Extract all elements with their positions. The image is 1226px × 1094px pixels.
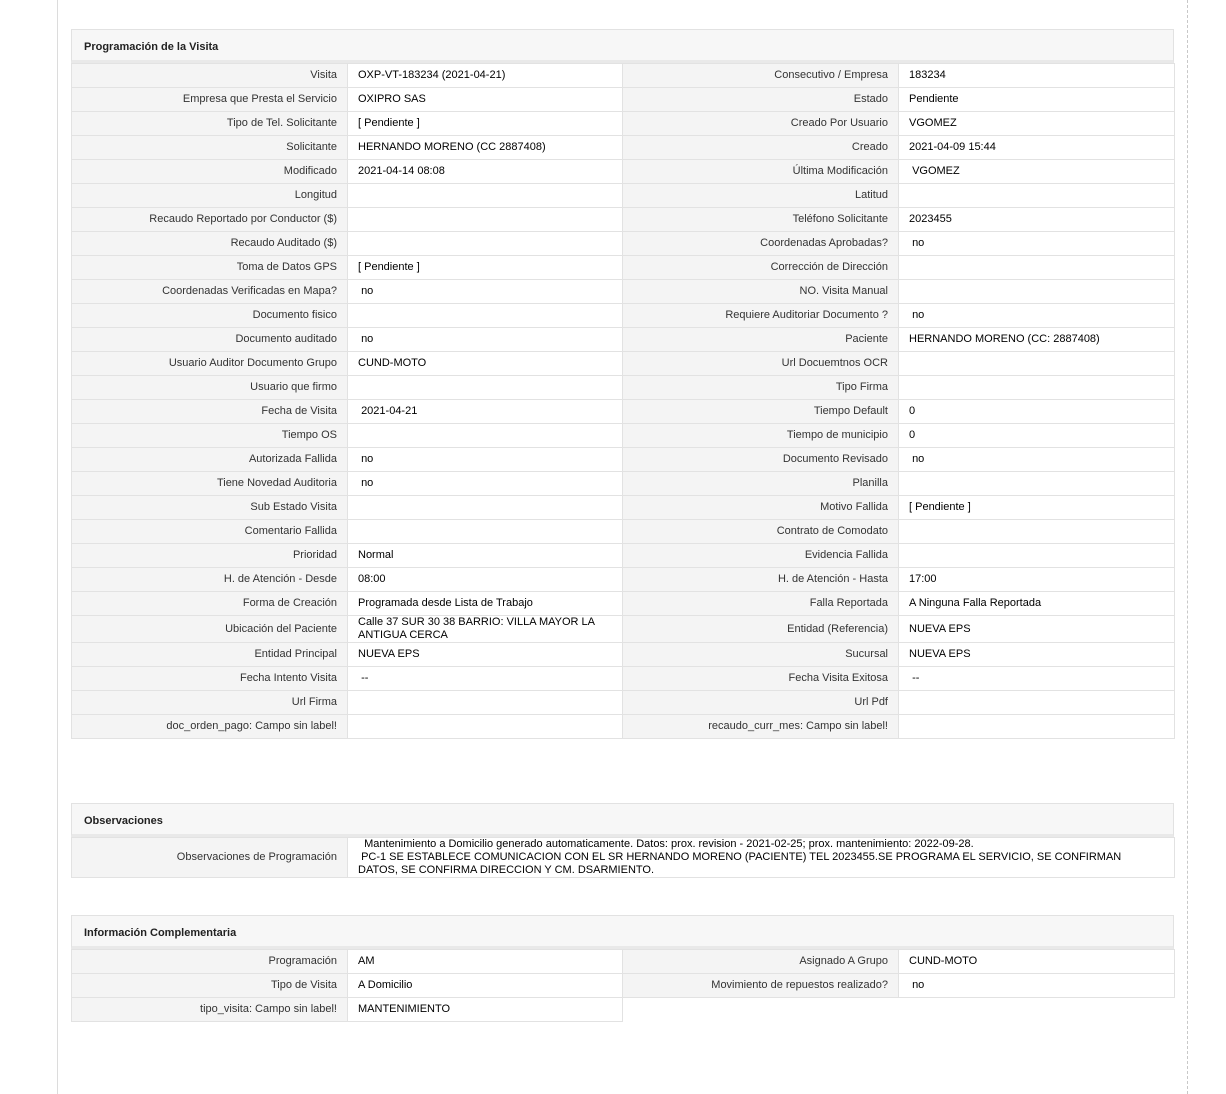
field-label: Tiempo OS (72, 424, 348, 448)
programacion-panel (71, 29, 1174, 739)
field-label: Empresa que Presta el Servicio (72, 88, 348, 112)
field-value: NUEVA EPS (348, 643, 623, 667)
field-label: Recaudo Auditado ($) (72, 232, 348, 256)
field-label: Longitud (72, 184, 348, 208)
field-label: Url Firma (72, 691, 348, 715)
field-label: Creado (623, 136, 899, 160)
field-label: doc_orden_pago: Campo sin label! (72, 715, 348, 739)
observaciones-line-2: PC-1 SE ESTABLECE COMUNICACION CON EL SR HERNANDO MORENO (PACIENTE) TEL 2023455.SE PROGRAMA EL SERVICIO, SE CONFIRMAN DATOS, SE CONFIRMA DIRECCION Y CM. DSARMIENTO. (358, 851, 1125, 876)
left-border (57, 0, 58, 1094)
field-label: Modificado (72, 160, 348, 184)
field-label: Planilla (623, 472, 899, 496)
table-row (72, 112, 1175, 136)
field-value: [ Pendiente ] (348, 256, 623, 280)
observaciones-table (71, 837, 1175, 878)
table-row (72, 496, 1175, 520)
field-value: AM (348, 950, 623, 974)
field-label: Forma de Creación (72, 592, 348, 616)
field-value: no (348, 328, 623, 352)
field-value (348, 376, 623, 400)
table-row (72, 352, 1175, 376)
table-row (72, 998, 1175, 1022)
field-label: tipo_visita: Campo sin label! (72, 998, 348, 1022)
field-label: Url Docuemtnos OCR (623, 352, 899, 376)
field-label: Tiene Novedad Auditoria (72, 472, 348, 496)
table-row (72, 667, 1175, 691)
field-label: Documento auditado (72, 328, 348, 352)
field-label: H. de Atención - Desde (72, 568, 348, 592)
field-label: Corrección de Dirección (623, 256, 899, 280)
field-label: Visita (72, 64, 348, 88)
field-value: OXIPRO SAS (348, 88, 623, 112)
field-value: A Domicilio (348, 974, 623, 998)
field-label: Motivo Fallida (623, 496, 899, 520)
field-label: Toma de Datos GPS (72, 256, 348, 280)
field-label: Ubicación del Paciente (72, 616, 348, 643)
table-row (72, 280, 1175, 304)
complementaria-table (71, 949, 1175, 1022)
field-value: HERNANDO MORENO (CC: 2887408) (899, 328, 1175, 352)
field-label: Fecha de Visita (72, 400, 348, 424)
table-row (72, 643, 1175, 667)
observaciones-panel (71, 803, 1174, 878)
field-label: Tipo de Tel. Solicitante (72, 112, 348, 136)
field-value: CUND-MOTO (899, 950, 1175, 974)
field-value: 0 (899, 424, 1175, 448)
field-value: 183234 (899, 64, 1175, 88)
field-label: Contrato de Comodato (623, 520, 899, 544)
field-value: Calle 37 SUR 30 38 BARRIO: VILLA MAYOR LA ANTIGUA CERCA (348, 616, 623, 643)
field-value: 2023455 (899, 208, 1175, 232)
table-row (72, 256, 1175, 280)
field-label: H. de Atención - Hasta (623, 568, 899, 592)
field-value (899, 256, 1175, 280)
table-row (72, 328, 1175, 352)
field-label: Tiempo Default (623, 400, 899, 424)
table-row (72, 950, 1175, 974)
field-label: Recaudo Reportado por Conductor ($) (72, 208, 348, 232)
field-value: 2021-04-14 08:08 (348, 160, 623, 184)
table-row (72, 520, 1175, 544)
field-label: Evidencia Fallida (623, 544, 899, 568)
field-value: MANTENIMIENTO (348, 998, 623, 1022)
field-label: Programación (72, 950, 348, 974)
table-row (72, 838, 1175, 878)
field-label: Consecutivo / Empresa (623, 64, 899, 88)
field-value: no (899, 304, 1175, 328)
field-value: OXP-VT-183234 (2021-04-21) (348, 64, 623, 88)
field-value: HERNANDO MORENO (CC 2887408) (348, 136, 623, 160)
field-label: Fecha Intento Visita (72, 667, 348, 691)
field-value (348, 691, 623, 715)
table-row (72, 184, 1175, 208)
complementaria-title: Información Complementaria (71, 915, 1174, 949)
field-value (899, 280, 1175, 304)
field-value: NUEVA EPS (899, 616, 1175, 643)
field-value: [ Pendiente ] (899, 496, 1175, 520)
field-value: 17:00 (899, 568, 1175, 592)
field-label: Paciente (623, 328, 899, 352)
field-value: no (348, 472, 623, 496)
field-label: Coordenadas Aprobadas? (623, 232, 899, 256)
field-value: -- (348, 667, 623, 691)
programacion-table (71, 63, 1175, 739)
table-row (72, 400, 1175, 424)
field-value (899, 715, 1175, 739)
programacion-title: Programación de la Visita (71, 29, 1174, 63)
field-value: no (348, 448, 623, 472)
field-label: Comentario Fallida (72, 520, 348, 544)
field-value (348, 715, 623, 739)
table-row (72, 974, 1175, 998)
table-row (72, 691, 1175, 715)
field-label: Documento Revisado (623, 448, 899, 472)
table-row (72, 88, 1175, 112)
field-value (899, 544, 1175, 568)
field-label: Estado (623, 88, 899, 112)
field-value: 2021-04-09 15:44 (899, 136, 1175, 160)
field-value: A Ninguna Falla Reportada (899, 592, 1175, 616)
field-value (348, 424, 623, 448)
complementaria-panel (71, 915, 1174, 1022)
field-label: Tipo Firma (623, 376, 899, 400)
empty-cell (899, 998, 1175, 1022)
field-label: Teléfono Solicitante (623, 208, 899, 232)
right-dashed-border (1187, 0, 1188, 1094)
field-label: Última Modificación (623, 160, 899, 184)
field-value (348, 232, 623, 256)
table-row (72, 160, 1175, 184)
field-value: NUEVA EPS (899, 643, 1175, 667)
field-label: Movimiento de repuestos realizado? (623, 974, 899, 998)
field-value (899, 352, 1175, 376)
field-value (348, 496, 623, 520)
table-row (72, 376, 1175, 400)
field-label: Asignado A Grupo (623, 950, 899, 974)
field-label: recaudo_curr_mes: Campo sin label! (623, 715, 899, 739)
field-value (899, 184, 1175, 208)
field-label: Autorizada Fallida (72, 448, 348, 472)
field-label: Documento fisico (72, 304, 348, 328)
field-label: NO. Visita Manual (623, 280, 899, 304)
field-value: Pendiente (899, 88, 1175, 112)
field-value (348, 184, 623, 208)
field-value (899, 376, 1175, 400)
table-row (72, 232, 1175, 256)
field-value: no (899, 232, 1175, 256)
field-label: Tipo de Visita (72, 974, 348, 998)
field-value: VGOMEZ (899, 112, 1175, 136)
table-row (72, 568, 1175, 592)
field-value: VGOMEZ (899, 160, 1175, 184)
field-value (899, 472, 1175, 496)
field-label: Solicitante (72, 136, 348, 160)
table-row (72, 472, 1175, 496)
field-label: Falla Reportada (623, 592, 899, 616)
field-value: [ Pendiente ] (348, 112, 623, 136)
field-value (899, 691, 1175, 715)
field-value: 08:00 (348, 568, 623, 592)
field-label: Tiempo de municipio (623, 424, 899, 448)
observaciones-label: Observaciones de Programación (72, 838, 348, 878)
field-label: Entidad (Referencia) (623, 616, 899, 643)
field-label: Usuario Auditor Documento Grupo (72, 352, 348, 376)
field-value: 0 (899, 400, 1175, 424)
table-row (72, 448, 1175, 472)
field-label: Creado Por Usuario (623, 112, 899, 136)
field-value (348, 208, 623, 232)
field-value: -- (899, 667, 1175, 691)
table-row (72, 715, 1175, 739)
field-label: Sub Estado Visita (72, 496, 348, 520)
table-row (72, 304, 1175, 328)
field-value: Normal (348, 544, 623, 568)
empty-cell (623, 998, 899, 1022)
field-label: Url Pdf (623, 691, 899, 715)
field-value: CUND-MOTO (348, 352, 623, 376)
field-value: no (348, 280, 623, 304)
field-value: no (899, 448, 1175, 472)
table-row (72, 544, 1175, 568)
field-label: Latitud (623, 184, 899, 208)
table-row (72, 208, 1175, 232)
observaciones-title: Observaciones (71, 803, 1174, 837)
field-value: no (899, 974, 1175, 998)
field-label: Coordenadas Verificadas en Mapa? (72, 280, 348, 304)
field-label: Fecha Visita Exitosa (623, 667, 899, 691)
field-label: Requiere Auditoriar Documento ? (623, 304, 899, 328)
table-row (72, 64, 1175, 88)
field-label: Sucursal (623, 643, 899, 667)
field-value (348, 304, 623, 328)
table-row (72, 424, 1175, 448)
observaciones-value (348, 838, 1175, 878)
table-row (72, 616, 1175, 643)
table-row (72, 136, 1175, 160)
table-row (72, 592, 1175, 616)
field-label: Entidad Principal (72, 643, 348, 667)
field-value (348, 520, 623, 544)
field-label: Usuario que firmo (72, 376, 348, 400)
field-value (899, 520, 1175, 544)
observaciones-line-1: Mantenimiento a Domicilio generado automaticamente. Datos: prox. revision - 2021-02-25; prox. mantenimiento: 2022-09-28. (358, 838, 974, 850)
field-value: 2021-04-21 (348, 400, 623, 424)
field-value: Programada desde Lista de Trabajo (348, 592, 623, 616)
field-label: Prioridad (72, 544, 348, 568)
